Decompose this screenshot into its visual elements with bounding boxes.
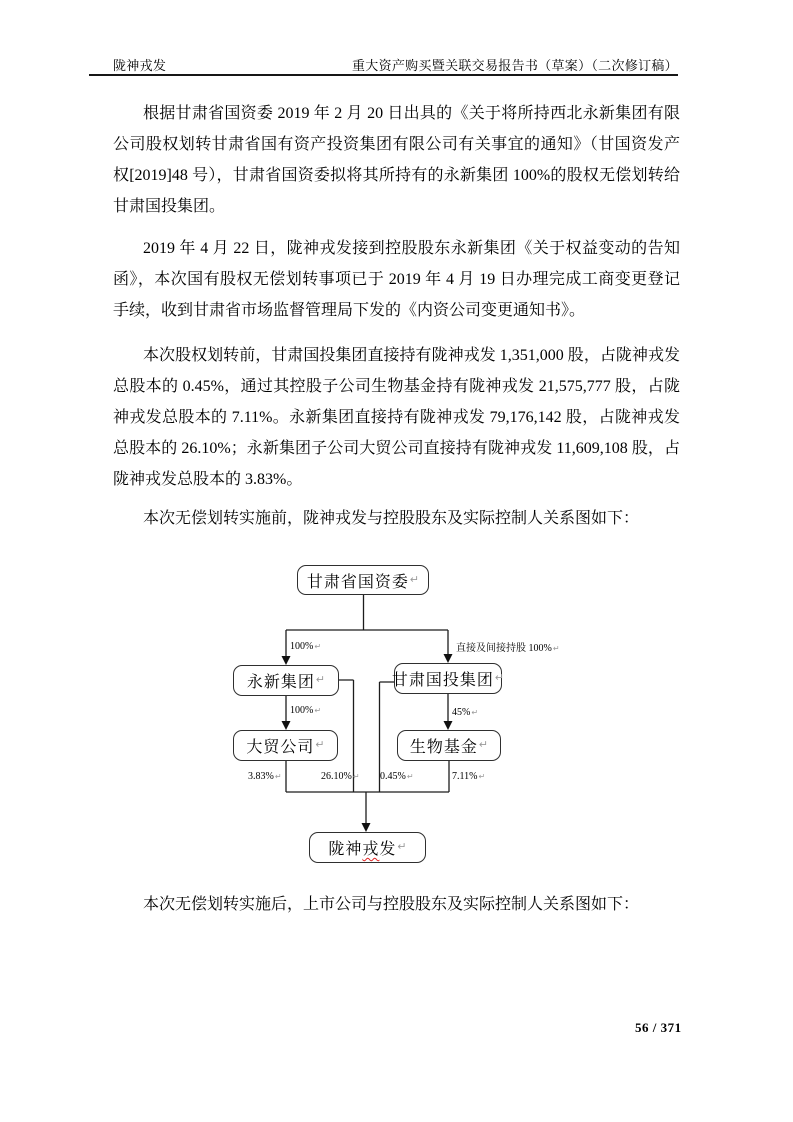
spellcheck-underline: 戎 — [362, 841, 380, 858]
return-mark-icon: ↵ — [494, 672, 505, 684]
page-header — [113, 55, 678, 74]
header-left-title: 陇神戎发 — [113, 58, 167, 73]
node-label: 陇神戎发 — [328, 841, 397, 858]
edge-label-damao-longshen: 3.83%↵ — [248, 771, 282, 782]
paragraph-after-transfer-lead-in: 本次无偿划转实施后，上市公司与控股股东及实际控制人关系图如下： — [143, 896, 640, 913]
node-longshen-rongfa — [309, 832, 426, 863]
return-mark-icon: ↵ — [406, 772, 414, 781]
edge-label-sasac-yongxin: 100%↵ — [290, 641, 322, 652]
return-mark-icon: ↵ — [314, 642, 322, 651]
paragraph-shareholding-detail: 本次股权划转前，甘肃国投集团直接持有陇神戎发 1,351,000 股，占陇神戎发总股本的 0.45%，通过其控股子公司生物基金持有陇神戎发 21,575,777 股，占陇神戎发总股本的 7.11%。永新集团直接持有陇神戎发 79,176,142 股，占陇神戎发总股本的 26.10%；永新集团子公司大贸公司直接持有陇神戎发 11,609,108 股，占陇神戎发总股本的 3.83%。 — [113, 347, 680, 488]
node-label: 大贸公司 — [246, 739, 315, 756]
return-mark-icon: ↵ — [274, 772, 282, 781]
return-mark-icon: ↵ — [552, 644, 560, 653]
edge-label-yongxin-damao: 100%↵ — [290, 705, 322, 716]
node-label: 永新集团 — [246, 674, 315, 691]
return-mark-icon: ↵ — [409, 573, 420, 586]
node-label: 生物基金 — [409, 739, 478, 756]
edge-label-gantou-shengwu: 45%↵ — [452, 707, 479, 718]
edge-label-gantou-longshen: 0.45%↵ — [380, 771, 414, 782]
return-mark-icon: ↵ — [315, 739, 325, 751]
edge-label-yongxin-longshen: 26.10%↵ — [321, 771, 360, 782]
paragraph-equity-change: 2019 年 4 月 22 日，陇神戎发接到控股股东永新集团《关于权益变动的告知函》，本次国有股权无偿划转事项已于 2019 年 4 月 19 日办理完成工商变更登记手续，收到甘肃省市场监督管理局下发的《内资公司变更通知书》。 — [113, 240, 680, 319]
node-gansu-sasac — [297, 565, 429, 595]
node-yongxin-group — [233, 665, 339, 696]
header-right-title: 重大资产购买暨关联交易报告书（草案）（二次修订稿） — [351, 58, 678, 73]
node-label: 甘肃省国资委 — [306, 573, 409, 591]
edge-label-sasac-gantou: 直接及间接持股 100%↵ — [456, 643, 560, 654]
node-biological-fund — [397, 730, 501, 761]
header-rule — [89, 74, 678, 76]
return-mark-icon: ↵ — [478, 772, 486, 781]
return-mark-icon: ↵ — [471, 708, 479, 717]
return-mark-icon: ↵ — [315, 674, 326, 686]
edge-label-shengwu-longshen: 7.11%↵ — [452, 771, 486, 782]
node-gansu-guotou-group — [391, 663, 505, 694]
return-mark-icon: ↵ — [397, 841, 407, 853]
node-label: 甘肃国投集团 — [391, 672, 494, 689]
arrowhead-icons — [282, 654, 453, 832]
return-mark-icon: ↵ — [314, 706, 322, 715]
return-mark-icon: ↵ — [478, 739, 489, 751]
paragraph-before-transfer-lead-in: 本次无偿划转实施前，陇神戎发与控股股东及实际控制人关系图如下： — [143, 510, 640, 527]
paragraph-notice: 根据甘肃省国资委 2019 年 2 月 20 日出具的《关于将所持西北永新集团有限公司股权划转甘肃省国有资产投资集团有限公司有关事宜的通知》（甘国资发产权[2019]48 号），甘肃省国资委拟将其所持有的永新集团 100%的股权无偿划转给甘肃国投集团。 — [113, 105, 680, 215]
return-mark-icon: ↵ — [352, 772, 360, 781]
page-number: 56 / 371 — [635, 1020, 682, 1035]
node-damao-company — [233, 730, 338, 761]
